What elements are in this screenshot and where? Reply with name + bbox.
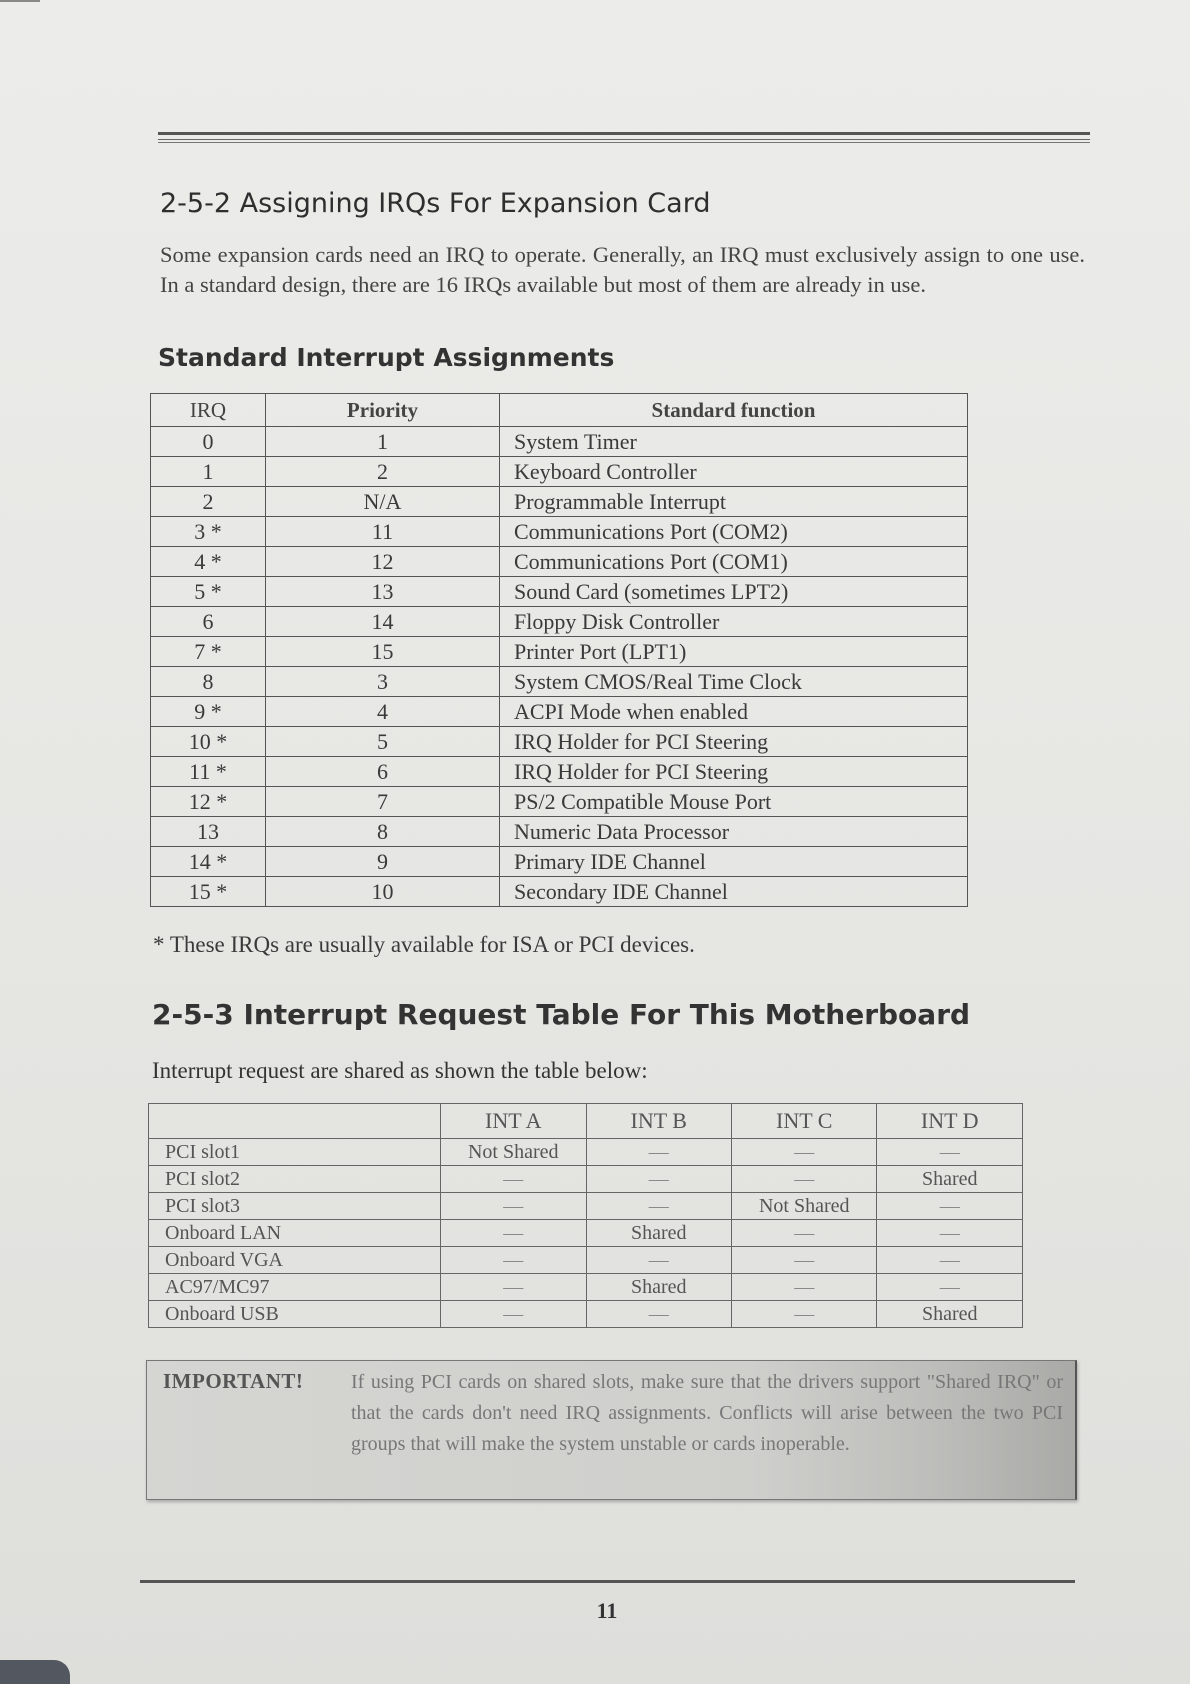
table-row — [151, 697, 968, 727]
cell-int-a: — — [441, 1247, 586, 1274]
table-row — [149, 1139, 1023, 1166]
col-header-irq: IRQ — [151, 394, 266, 427]
scan-edge-mark — [0, 0, 40, 2]
cell-int-b: — — [586, 1139, 731, 1166]
cell-irq: 8 — [151, 667, 266, 697]
cell-function: Communications Port (COM1) — [500, 547, 968, 577]
cell-function: Primary IDE Channel — [500, 847, 968, 877]
cell-device: AC97/MC97 — [149, 1274, 441, 1301]
table-row — [149, 1220, 1023, 1247]
cell-priority: N/A — [266, 487, 500, 517]
cell-function: Communications Port (COM2) — [500, 517, 968, 547]
cell-function: Sound Card (sometimes LPT2) — [500, 577, 968, 607]
cell-int-a: — — [441, 1193, 586, 1220]
table-row — [151, 817, 968, 847]
section-2-5-3-title: 2-5-3 Interrupt Request Table For This Motherboard — [152, 998, 971, 1031]
standard-interrupt-table-body — [151, 427, 968, 907]
cell-function: Floppy Disk Controller — [500, 607, 968, 637]
cell-function: ACPI Mode when enabled — [500, 697, 968, 727]
cell-int-c: Not Shared — [731, 1193, 876, 1220]
table-row — [151, 577, 968, 607]
cell-device: PCI slot2 — [149, 1166, 441, 1193]
table-row — [149, 1166, 1023, 1193]
cell-priority: 9 — [266, 847, 500, 877]
scan-corner-mark — [0, 1660, 70, 1684]
table-header-row — [149, 1104, 1023, 1139]
cell-priority: 4 — [266, 697, 500, 727]
table-row — [151, 727, 968, 757]
cell-priority: 7 — [266, 787, 500, 817]
cell-function: PS/2 Compatible Mouse Port — [500, 787, 968, 817]
cell-irq: 10 * — [151, 727, 266, 757]
cell-irq: 2 — [151, 487, 266, 517]
col-header-int-d: INT D — [877, 1104, 1023, 1139]
cell-irq: 4 * — [151, 547, 266, 577]
section-2-5-2-title: 2-5-2 Assigning IRQs For Expansion Card — [160, 188, 711, 219]
cell-priority: 1 — [266, 427, 500, 457]
cell-int-a: — — [441, 1220, 586, 1247]
table-row — [151, 517, 968, 547]
cell-int-b: — — [586, 1166, 731, 1193]
cell-int-c: — — [731, 1274, 876, 1301]
cell-irq: 0 — [151, 427, 266, 457]
table-row — [151, 637, 968, 667]
cell-irq: 7 * — [151, 637, 266, 667]
cell-irq: 11 * — [151, 757, 266, 787]
cell-priority: 15 — [266, 637, 500, 667]
cell-int-d: Shared — [877, 1166, 1023, 1193]
cell-int-c: — — [731, 1166, 876, 1193]
cell-function: Keyboard Controller — [500, 457, 968, 487]
table-row — [151, 427, 968, 457]
cell-irq: 6 — [151, 607, 266, 637]
cell-function: System Timer — [500, 427, 968, 457]
cell-int-b: — — [586, 1301, 731, 1328]
cell-irq: 3 * — [151, 517, 266, 547]
cell-device: PCI slot1 — [149, 1139, 441, 1166]
cell-device: Onboard USB — [149, 1301, 441, 1328]
cell-device: Onboard VGA — [149, 1247, 441, 1274]
cell-device: Onboard LAN — [149, 1220, 441, 1247]
cell-priority: 2 — [266, 457, 500, 487]
standard-interrupt-table — [150, 393, 968, 907]
cell-device: PCI slot3 — [149, 1193, 441, 1220]
section-2-5-3-intro: Interrupt request are shared as shown the table below: — [152, 1058, 648, 1083]
cell-int-c: — — [731, 1247, 876, 1274]
standard-interrupt-title: Standard Interrupt Assignments — [158, 343, 615, 372]
cell-function: Printer Port (LPT1) — [500, 637, 968, 667]
cell-irq: 1 — [151, 457, 266, 487]
cell-priority: 14 — [266, 607, 500, 637]
table-row — [149, 1274, 1023, 1301]
table-row — [151, 457, 968, 487]
important-notice-box — [146, 1360, 1077, 1500]
col-header-function: Standard function — [500, 394, 968, 427]
table-row — [151, 487, 968, 517]
cell-int-d: — — [877, 1193, 1023, 1220]
cell-int-d: Shared — [877, 1301, 1023, 1328]
cell-priority: 11 — [266, 517, 500, 547]
cell-int-b: — — [586, 1247, 731, 1274]
table-row — [149, 1301, 1023, 1328]
cell-priority: 3 — [266, 667, 500, 697]
cell-int-a: Not Shared — [441, 1139, 586, 1166]
cell-priority: 6 — [266, 757, 500, 787]
cell-int-a: — — [441, 1301, 586, 1328]
cell-function: System CMOS/Real Time Clock — [500, 667, 968, 697]
cell-irq: 12 * — [151, 787, 266, 817]
cell-int-a: — — [441, 1274, 586, 1301]
section-2-5-2-paragraph: Some expansion cards need an IRQ to operate. Generally, an IRQ must exclusively assign to one use. In a standard design, there are 16 IRQs available but most of them are already in use. — [160, 242, 1085, 297]
cell-int-d: — — [877, 1274, 1023, 1301]
irq-footnote: * These IRQs are usually available for ISA or PCI devices. — [153, 932, 695, 957]
col-header-int-b: INT B — [586, 1104, 731, 1139]
cell-int-b: Shared — [586, 1274, 731, 1301]
cell-function: Numeric Data Processor — [500, 817, 968, 847]
table-row — [151, 607, 968, 637]
page-number: 11 — [596, 1598, 618, 1623]
cell-priority: 12 — [266, 547, 500, 577]
col-header-priority: Priority — [266, 394, 500, 427]
cell-priority: 10 — [266, 877, 500, 907]
cell-function: Secondary IDE Channel — [500, 877, 968, 907]
important-label: IMPORTANT! — [163, 1369, 304, 1393]
cell-irq: 14 * — [151, 847, 266, 877]
cell-priority: 13 — [266, 577, 500, 607]
cell-int-c: — — [731, 1220, 876, 1247]
table-row — [151, 547, 968, 577]
cell-irq: 15 * — [151, 877, 266, 907]
cell-function: Programmable Interrupt — [500, 487, 968, 517]
footer-rule — [140, 1580, 1075, 1583]
cell-priority: 5 — [266, 727, 500, 757]
cell-int-d: — — [877, 1139, 1023, 1166]
interrupt-request-table-body — [149, 1139, 1023, 1328]
cell-priority: 8 — [266, 817, 500, 847]
cell-irq: 13 — [151, 817, 266, 847]
col-header-device — [149, 1104, 441, 1139]
interrupt-request-table — [148, 1103, 1023, 1328]
cell-irq: 9 * — [151, 697, 266, 727]
cell-function: IRQ Holder for PCI Steering — [500, 757, 968, 787]
table-row — [151, 787, 968, 817]
important-text: If using PCI cards on shared slots, make sure that the drivers support "Shared IRQ" or that the cards don't need IRQ assignments. Conflicts will arise between the two PCI groups that will make the system unstable or cards inoperable. — [351, 1371, 1063, 1455]
cell-int-b: — — [586, 1193, 731, 1220]
cell-int-d: — — [877, 1247, 1023, 1274]
table-row — [151, 667, 968, 697]
table-header-row — [151, 394, 968, 427]
cell-int-a: — — [441, 1166, 586, 1193]
table-row — [149, 1247, 1023, 1274]
table-row — [151, 877, 968, 907]
table-row — [151, 847, 968, 877]
table-row — [151, 757, 968, 787]
cell-int-c: — — [731, 1139, 876, 1166]
cell-int-d: — — [877, 1220, 1023, 1247]
cell-function: IRQ Holder for PCI Steering — [500, 727, 968, 757]
cell-int-b: Shared — [586, 1220, 731, 1247]
cell-int-c: — — [731, 1301, 876, 1328]
header-rule — [158, 132, 1090, 140]
col-header-int-c: INT C — [731, 1104, 876, 1139]
table-row — [149, 1193, 1023, 1220]
header-rule-thin — [158, 142, 1090, 143]
cell-irq: 5 * — [151, 577, 266, 607]
col-header-int-a: INT A — [441, 1104, 586, 1139]
